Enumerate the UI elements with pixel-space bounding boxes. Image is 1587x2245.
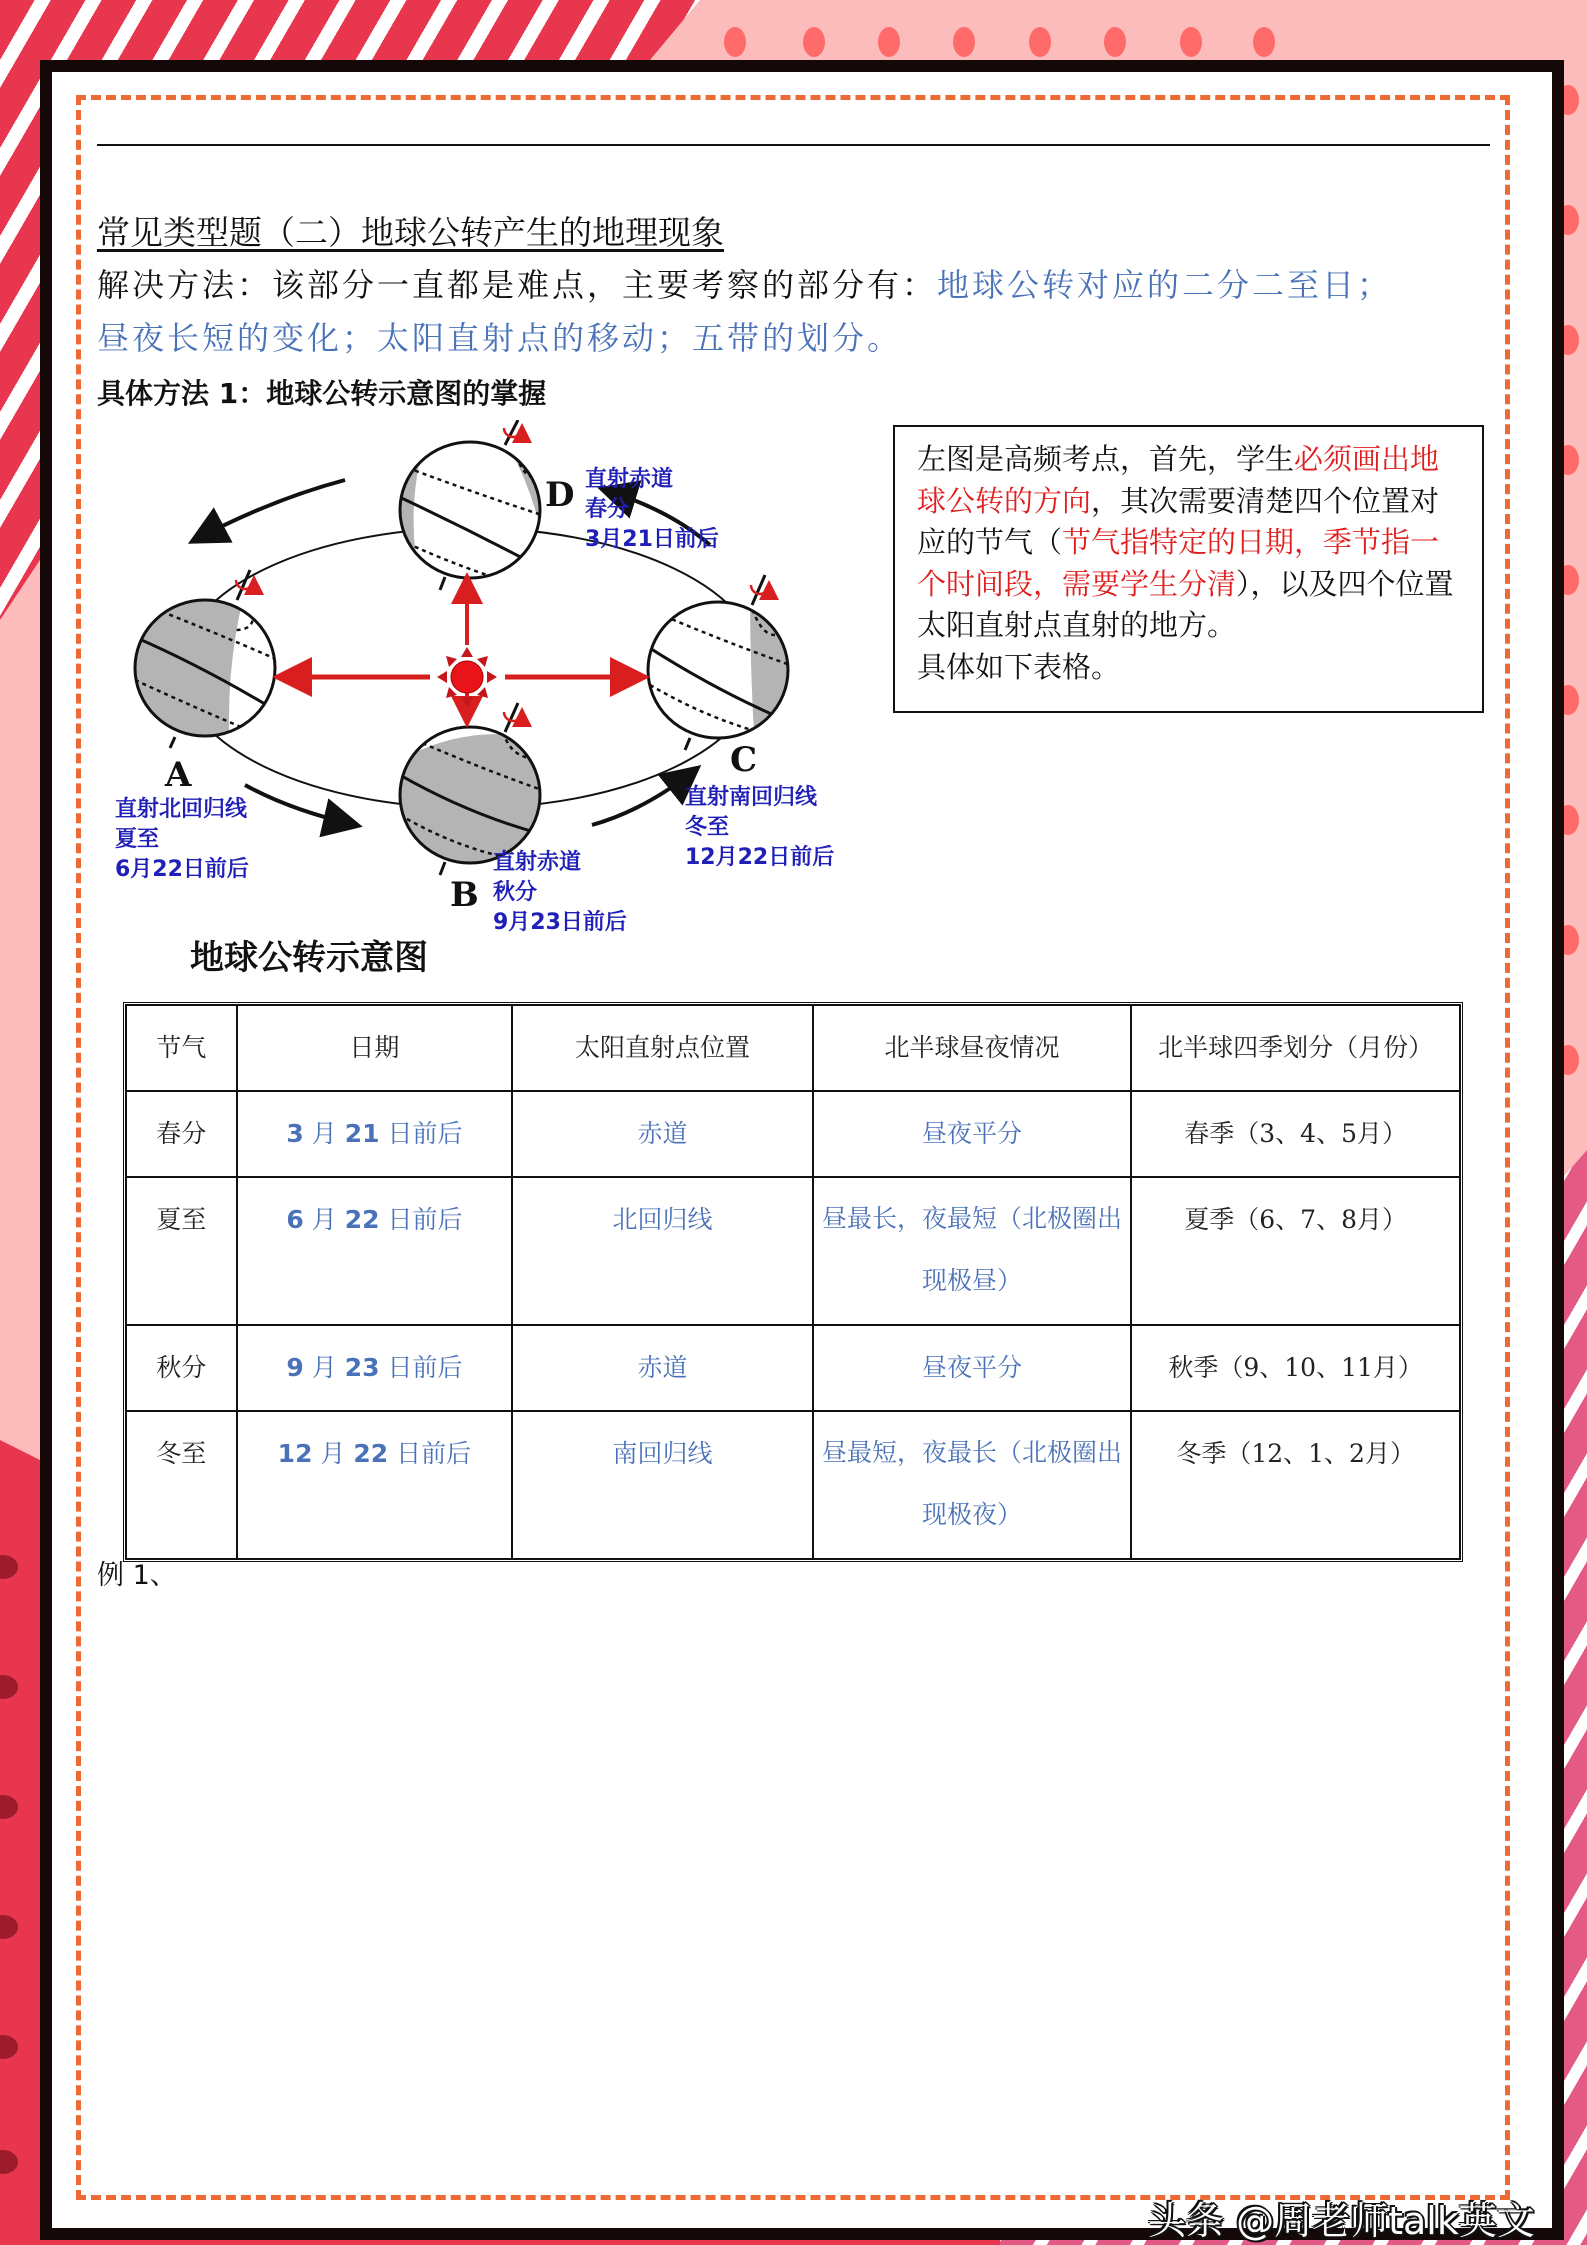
method-line-1 [97,260,1392,306]
sun-position-cell: 赤道 [512,1325,813,1411]
label-c-line2: 冬至 [685,815,730,840]
orbit-arrow [245,785,355,825]
sun-position-cell: 北回归线 [512,1177,813,1325]
position-letter-d: D [545,475,575,515]
header-rule [97,144,1490,146]
label-a [115,795,249,885]
orbit-arrow [592,770,695,825]
term-cell: 夏至 [126,1177,237,1325]
watermark: 头条 @周老师talk英文 [1148,2199,1535,2243]
orbit-diagram-svg [110,420,870,980]
season-cell: 春季（3、4、5月） [1131,1091,1460,1177]
position-letter-b: B [450,875,479,915]
date-cell: 12 月 22 日前后 [237,1411,513,1559]
label-a-line3: 6月22日前后 [115,857,249,882]
table-row [126,1411,1460,1559]
dot-decoration [724,27,746,57]
explanation-note [893,425,1484,713]
season-cell: 冬季（12、1、2月） [1131,1411,1460,1559]
label-b-line3: 9月23日前后 [493,910,627,935]
globe-c [645,575,800,750]
label-d-line2: 春分 [585,497,630,522]
label-d-line1: 直射赤道 [585,467,674,492]
sun-position-cell: 南回归线 [512,1411,813,1559]
solar-terms-table [123,1002,1463,1562]
header-cell: 日期 [237,1005,513,1091]
date-cell: 3 月 21 日前后 [237,1091,513,1177]
header-cell: 太阳直射点位置 [512,1005,813,1091]
table-header-row [126,1005,1460,1091]
position-letter-a: A [165,755,192,795]
diagram-title: 地球公转示意图 [190,938,428,978]
header-cell: 北半球昼夜情况 [813,1005,1132,1091]
dot-decoration [803,27,825,57]
day-night-cell: 昼夜平分 [813,1325,1132,1411]
note-emphasis: 必须画出地球公转的方向 [917,442,1440,518]
note-text: ，其次需要清楚四个位置对应的节气（ [917,483,1440,559]
sun-position-cell: 赤道 [512,1091,813,1177]
day-night-cell: 昼最长，夜最短（北极圈出现极昼） [813,1177,1132,1325]
label-b-line1: 直射赤道 [493,850,582,875]
table-row [126,1091,1460,1177]
day-night-cell: 昼夜平分 [813,1091,1132,1177]
note-text: ），以及四个位置太阳直射点直射的地方。 [917,566,1454,642]
note-emphasis: 节气指特定的日期，季节指一个时间段，需要学生分清 [917,525,1440,601]
term-cell: 秋分 [126,1325,237,1411]
label-b-line2: 秋分 [493,880,538,905]
date-cell: 6 月 22 日前后 [237,1177,513,1325]
sun-icon [437,647,497,707]
earth-revolution-diagram [110,420,870,980]
label-d [585,465,719,555]
label-b [493,848,627,938]
dot-decoration [1253,27,1275,57]
header-cell: 北半球四季划分（月份） [1131,1005,1460,1091]
term-cell: 春分 [126,1091,237,1177]
method-highlight-2: 昼夜长短的变化；太阳直射点的移动；五带的划分。 [97,319,903,357]
date-cell: 9 月 23 日前后 [237,1325,513,1411]
day-night-cell: 昼最短，夜最长（北极圈出现极夜） [813,1411,1132,1559]
label-d-line3: 3月21日前后 [585,527,719,552]
method-prefix: 解决方法：该部分一直都是难点，主要考察的部分有： [97,266,938,304]
dot-decoration [878,27,900,57]
example-label: 例 1、 [97,1560,177,1591]
subheading: 具体方法 1：地球公转示意图的掌握 [97,377,547,410]
table-row [126,1325,1460,1411]
dot-decoration [1180,27,1202,57]
dot-decoration [953,27,975,57]
label-c-line1: 直射南回归线 [685,785,818,810]
header-cell: 节气 [126,1005,237,1091]
table-row [126,1177,1460,1325]
globe-a [130,570,278,750]
dot-decoration [1029,27,1051,57]
globe-d [395,420,550,590]
season-cell: 秋季（9、10、11月） [1131,1325,1460,1411]
term-cell: 冬至 [126,1411,237,1559]
note-text: 具体如下表格。 [917,649,1121,684]
season-cell: 夏季（6、7、8月） [1131,1177,1460,1325]
label-a-line2: 夏至 [115,827,160,852]
label-c [685,783,834,873]
method-highlight-1: 地球公转对应的二分二至日； [937,266,1393,304]
label-c-line3: 12月22日前后 [685,845,835,870]
position-letter-c: C [730,740,758,780]
note-text: 左图是高频考点，首先，学生 [917,442,1295,476]
label-a-line1: 直射北回归线 [115,797,248,822]
page-title: 常见类型题（二）地球公转产生的地理现象 [97,213,724,252]
orbit-arrow [195,480,345,540]
dot-decoration [1104,27,1126,57]
